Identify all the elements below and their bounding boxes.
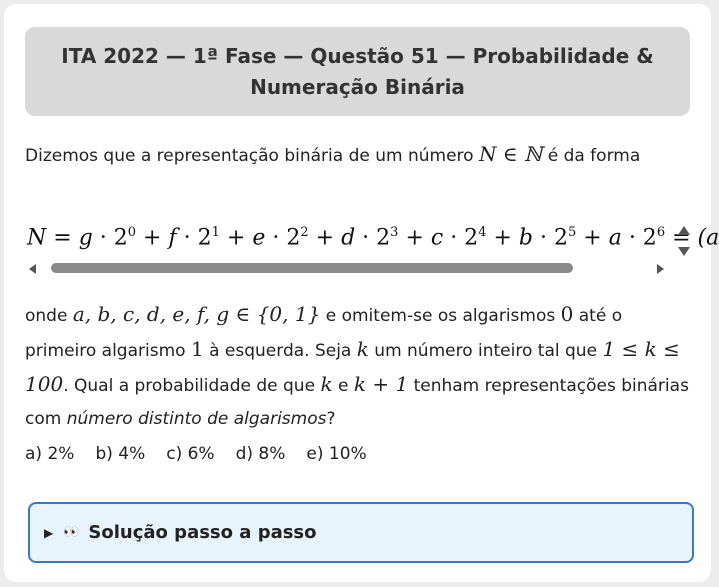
intro-text-after: é da forma (547, 146, 641, 166)
title-banner (25, 27, 690, 116)
formula-exp: 2 (300, 225, 309, 240)
formula-term: g (78, 225, 93, 251)
formula-exp: 1 (211, 225, 220, 240)
formula-exp: 0 (127, 225, 137, 240)
body-math: k (356, 337, 369, 361)
scroll-up-icon[interactable] (678, 226, 690, 235)
formula-term: c (430, 225, 444, 251)
eyes-icon: 👀 (63, 525, 81, 540)
body-math: k (320, 372, 333, 396)
intro-paragraph (25, 138, 695, 173)
formula-scroll-area[interactable] (25, 222, 719, 280)
question-paragraph (25, 298, 695, 436)
option-c: c) 6% (166, 444, 215, 464)
intro-math: N ∈ ℕ (478, 142, 543, 166)
formula-term: a (608, 225, 622, 251)
body-text: um número inteiro tal que (374, 341, 598, 361)
question-card (4, 4, 719, 582)
intro-text: Dizemos que a representação binária de um número (25, 146, 474, 166)
formula-tail: = (a (672, 225, 719, 251)
body-text: até o primeiro algarismo (25, 306, 623, 361)
body-text: . Qual a probabilidade de que (63, 376, 316, 396)
body-math: 0 (560, 302, 574, 326)
body-math: 1 (190, 337, 204, 361)
question-title: ITA 2022 — 1ª Fase — Questão 51 — Probabilidade & Numeração Binária (61, 43, 654, 99)
option-d: d) 8% (235, 444, 286, 464)
solution-toggle[interactable] (28, 502, 694, 563)
formula-exp: 6 (656, 225, 666, 240)
scroll-left-icon[interactable] (29, 264, 36, 274)
formula-exp: 4 (478, 225, 487, 240)
body-math: 1 ≤ k ≤ 100 (25, 337, 680, 396)
body-math: k + 1 (353, 372, 409, 396)
answer-options (25, 444, 388, 464)
body-text: e (337, 376, 349, 396)
formula-exp: 5 (567, 225, 577, 240)
emphasis-text: número distinto de algarismos (66, 409, 327, 429)
formula-term: f (168, 225, 177, 251)
expand-triangle-icon: ▶ (44, 525, 54, 540)
option-b: b) 4% (95, 444, 146, 464)
body-text: e omitem-se os algarismos (325, 306, 556, 326)
horizontal-scrollbar[interactable] (25, 262, 693, 276)
body-text: à esquerda. Seja (209, 341, 352, 361)
vertical-scroll-arrows[interactable] (677, 226, 691, 256)
scroll-right-icon[interactable] (657, 264, 664, 274)
option-a: a) 2% (25, 444, 75, 464)
formula-term: e (252, 225, 266, 251)
scroll-down-icon[interactable] (678, 247, 690, 256)
option-e: e) 10% (306, 444, 367, 464)
formula-lhs: N (27, 225, 47, 251)
body-text: tenham representações binárias com (25, 376, 689, 429)
body-text: onde (25, 306, 68, 326)
body-text: ? (326, 409, 336, 429)
solution-label: Solução passo a passo (88, 522, 317, 543)
formula-term: b (518, 225, 533, 251)
formula-term: d (341, 225, 356, 251)
body-math: a, b, c, d, e, f, g ∈ {0, 1} (72, 302, 321, 326)
binary-formula: $N = g \cdot 2^0 + f \cdot 2^1 + e \cdot 2^2 + d \cdot 2^3 + c \cdot 2^4 + b \cdot 2^5 + a \cdot 2^6 = (a$ (27, 225, 719, 251)
formula-exp: 3 (390, 225, 399, 240)
scrollbar-thumb[interactable] (51, 263, 573, 273)
